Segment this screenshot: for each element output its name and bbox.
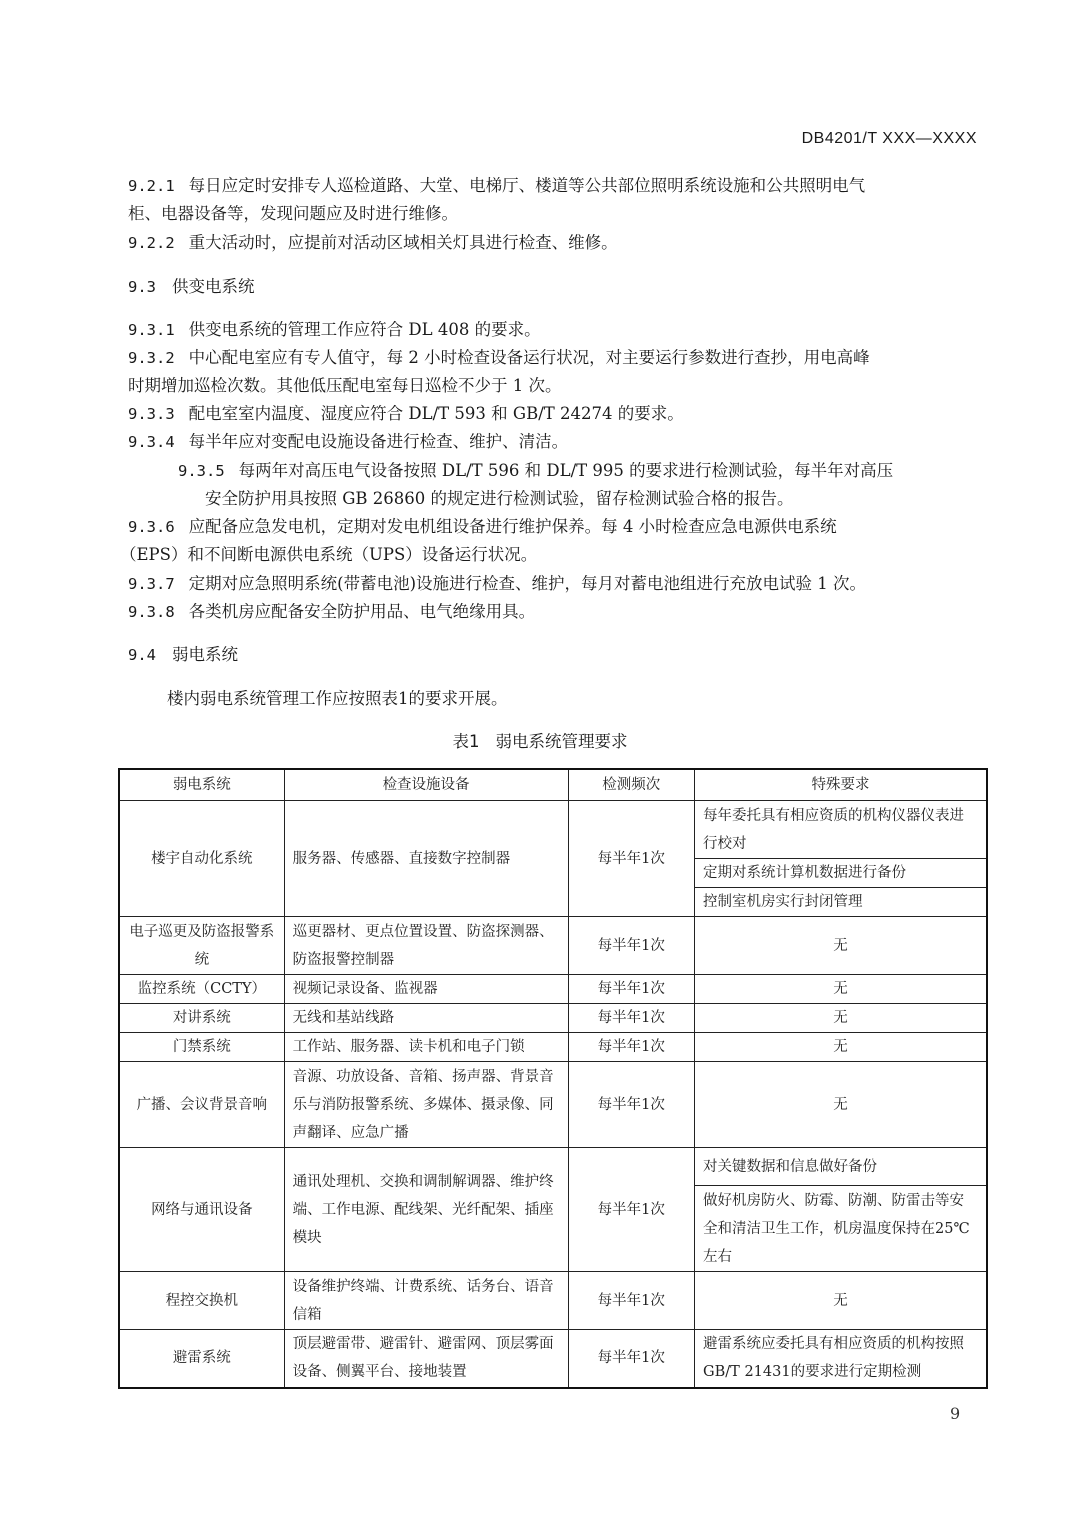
cell-system: 程控交换机 — [119, 1272, 284, 1330]
cell-requirement: 无 — [695, 1004, 987, 1033]
table-row — [119, 1033, 987, 1062]
cell-system: 网络与通讯设备 — [119, 1148, 284, 1272]
table-row — [119, 801, 987, 859]
cell-equipment: 工作站、服务器、读卡机和电子门锁 — [284, 1033, 568, 1062]
section-9-4-intro: 楼内弱电系统管理工作应按照表1的要求开展。 — [167, 689, 508, 708]
cell-requirement: 无 — [695, 1033, 987, 1062]
cell-frequency: 每半年1次 — [568, 917, 695, 975]
clause-9-3-6-line-2: （EPS）和不间断电源供电系统（UPS）设备运行状况。 — [120, 545, 538, 564]
cell-requirement: 对关键数据和信息做好备份 — [695, 1148, 987, 1186]
document-code: DB4201/T XXX—XXXX — [801, 130, 977, 147]
cell-system: 广播、会议背景音响 — [119, 1062, 284, 1148]
clause-9-3-7: 9.3.7 定期对应急照明系统(带蓄电池)设施进行检查、维护，每月对蓄电池组进行充放电试验 1 次。 — [128, 574, 867, 593]
cell-system: 监控系统（CCTY） — [119, 975, 284, 1004]
cell-requirement: 每年委托具有相应资质的机构仪器仪表进行校对 — [695, 801, 987, 859]
cell-frequency: 每半年1次 — [568, 1148, 695, 1272]
clause-9-3-8: 9.3.8 各类机房应配备安全防护用品、电气绝缘用具。 — [128, 602, 536, 621]
cell-requirement: 无 — [695, 1272, 987, 1330]
cell-equipment: 通讯处理机、交换和调制解调器、维护终端、工作电源、配线架、光纤配架、插座模块 — [284, 1148, 568, 1272]
cell-requirement: 控制室机房实行封闭管理 — [695, 888, 987, 917]
cell-equipment: 顶层避雷带、避雷针、避雷网、顶层雾面设备、侧翼平台、接地装置 — [284, 1330, 568, 1388]
cell-system: 避雷系统 — [119, 1330, 284, 1388]
cell-system: 楼宇自动化系统 — [119, 801, 284, 917]
cell-equipment: 设备维护终端、计费系统、话务台、语音信箱 — [284, 1272, 568, 1330]
cell-equipment: 巡更器材、更点位置设置、防盗探测器、防盗报警控制器 — [284, 917, 568, 975]
clause-9-3-2-line-1: 9.3.2 中心配电室应有专人值守，每 2 小时检查设备运行状况，对主要运行参数进行查抄，用电高峰 — [128, 348, 870, 367]
clause-9-3-1: 9.3.1 供变电系统的管理工作应符合 DL 408 的要求。 — [128, 320, 541, 339]
cell-system: 电子巡更及防盗报警系统 — [119, 917, 284, 975]
clause-9-2-1-line-1: 9.2.1 每日应定时安排专人巡检道路、大堂、电梯厅、楼道等公共部位照明系统设施和公共照明电气 — [128, 176, 866, 195]
table-row — [119, 917, 987, 975]
clause-9-3-6-line-1: 9.3.6 应配备应急发电机，定期对发电机组设备进行维护保养。每 4 小时检查应急电源供电系统 — [128, 517, 837, 536]
clause-9-3-4: 9.3.4 每半年应对变配电设施设备进行检查、维护、清洁。 — [128, 432, 569, 451]
table-row — [119, 1062, 987, 1148]
clause-9-3-5-line-2: 安全防护用具按照 GB 26860 的规定进行检测试验，留存检测试验合格的报告。 — [205, 489, 794, 508]
cell-requirement: 无 — [695, 917, 987, 975]
section-heading-9-3: 9.3 供变电系统 — [128, 277, 255, 296]
cell-frequency: 每半年1次 — [568, 1272, 695, 1330]
table-row — [119, 1148, 987, 1186]
cell-equipment: 服务器、传感器、直接数字控制器 — [284, 801, 568, 917]
table-row — [119, 1272, 987, 1330]
clause-9-2-2: 9.2.2 重大活动时，应提前对活动区域相关灯具进行检查、维修。 — [128, 233, 618, 252]
cell-system: 门禁系统 — [119, 1033, 284, 1062]
cell-requirement: 无 — [695, 1062, 987, 1148]
cell-requirement: 做好机房防火、防霉、防潮、防雷击等安全和清洁卫生工作，机房温度保持在25℃左右 — [695, 1186, 987, 1272]
cell-requirement: 无 — [695, 975, 987, 1004]
cell-equipment: 音源、功放设备、音箱、扬声器、背景音乐与消防报警系统、多媒体、摄录像、同声翻译、应急广播 — [284, 1062, 568, 1148]
cell-frequency: 每半年1次 — [568, 1004, 695, 1033]
clause-9-3-5-line-1: 9.3.5 每两年对高压电气设备按照 DL/T 596 和 DL/T 995 的要求进行检测试验，每半年对高压 — [178, 461, 894, 480]
clause-9-3-2-line-2: 时期增加巡检次数。其他低压配电室每日巡检不少于 1 次。 — [128, 376, 562, 395]
cell-equipment: 无线和基站线路 — [284, 1004, 568, 1033]
clause-9-2-1-line-2: 柜、电器设备等，发现问题应及时进行维修。 — [128, 204, 458, 223]
cell-frequency: 每半年1次 — [568, 1033, 695, 1062]
clause-9-3-3: 9.3.3 配电室室内温度、湿度应符合 DL/T 593 和 GB/T 24274 的要求。 — [128, 404, 684, 423]
cell-frequency: 每半年1次 — [568, 1062, 695, 1148]
table-row — [119, 975, 987, 1004]
cell-system: 对讲系统 — [119, 1004, 284, 1033]
column-header: 检测频次 — [568, 769, 695, 801]
table-header-row — [119, 769, 987, 801]
table-row — [119, 1330, 987, 1388]
column-header: 检查设施设备 — [284, 769, 568, 801]
page-number: 9 — [950, 1404, 961, 1423]
column-header: 特殊要求 — [695, 769, 987, 801]
cell-frequency: 每半年1次 — [568, 801, 695, 917]
cell-frequency: 每半年1次 — [568, 975, 695, 1004]
cell-requirement: 避雷系统应委托具有相应资质的机构按照GB/T 21431的要求进行定期检测 — [695, 1330, 987, 1388]
cell-requirement: 定期对系统计算机数据进行备份 — [695, 859, 987, 888]
weak-current-requirements-table — [118, 768, 988, 1389]
cell-equipment: 视频记录设备、监视器 — [284, 975, 568, 1004]
clause-number: 9.2.1 — [128, 177, 175, 195]
cell-frequency: 每半年1次 — [568, 1330, 695, 1388]
table-row — [119, 1004, 987, 1033]
table-caption: 表1 弱电系统管理要求 — [452, 732, 628, 751]
section-heading-9-4: 9.4 弱电系统 — [128, 645, 238, 664]
column-header: 弱电系统 — [119, 769, 284, 801]
